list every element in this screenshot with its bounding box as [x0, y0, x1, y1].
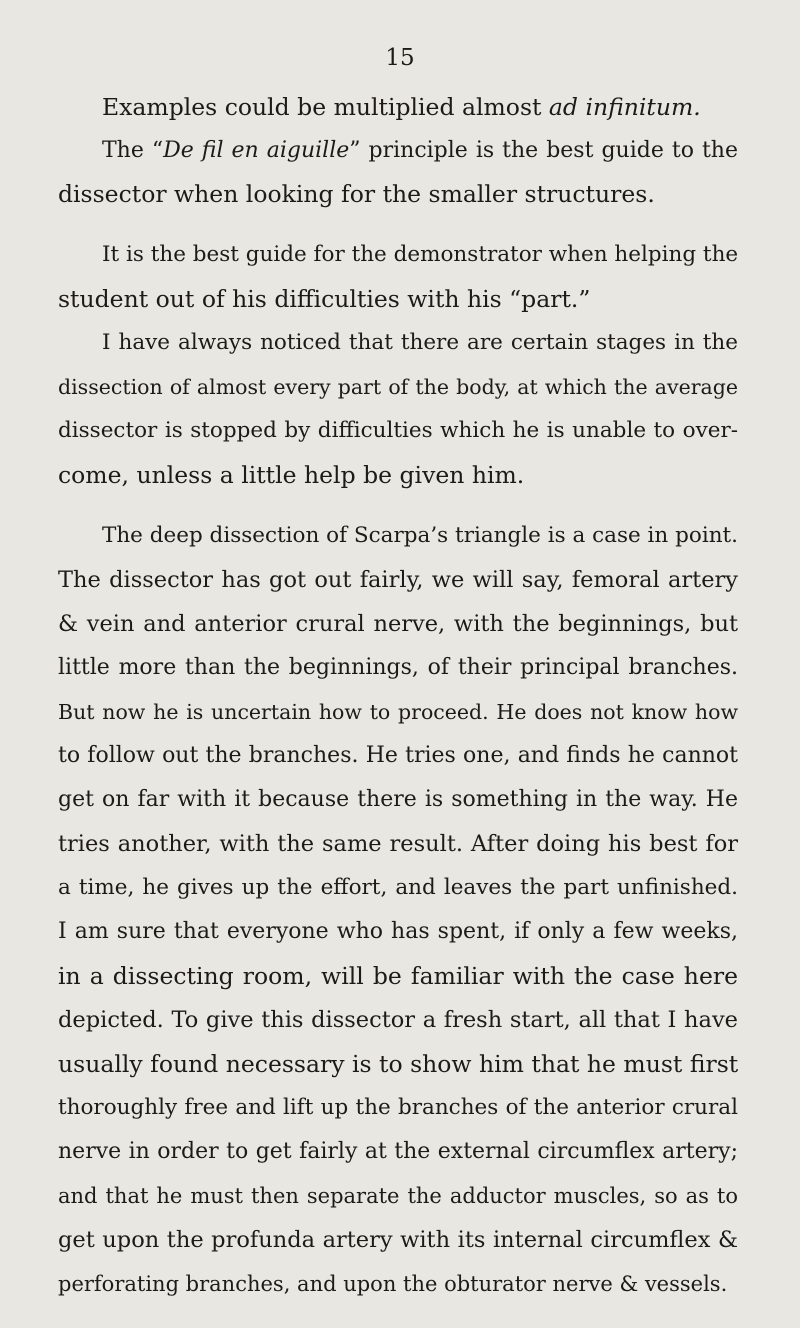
- text-line: The dissector has got out fairly, we will say, femoral artery: [58, 567, 738, 593]
- text-line: perforating branches, and upon the obturator nerve & vessels.: [58, 1272, 728, 1296]
- page-number: 15: [385, 45, 415, 71]
- text-line: The “De fil en aiguille” principle is the best guide to the: [102, 138, 738, 163]
- text-line: student out of his difficulties with his “part.”: [58, 285, 591, 313]
- text-line: thoroughly free and lift up the branches of the anterior crural: [58, 1095, 738, 1120]
- text-line: tries another, with the same result. After doing his best for: [58, 831, 738, 857]
- text-line: dissection of almost every part of the body, at which the average: [58, 375, 738, 399]
- text-line: little more than the beginnings, of their principal branches.: [58, 655, 738, 680]
- text-line: and that he must then separate the adductor muscles, so as to: [58, 1184, 738, 1208]
- text-line: But now he is uncertain how to proceed. He does not know how: [58, 700, 738, 724]
- text-line: a time, he gives up the effort, and leaves the part unfinished.: [58, 875, 738, 900]
- text-line: dissector when looking for the smaller structures.: [58, 180, 655, 208]
- text-line: depicted. To give this dissector a fresh start, all that I have: [58, 1007, 738, 1033]
- text-line: to follow out the branches. He tries one, and finds he cannot: [58, 743, 738, 768]
- text-line: I am sure that everyone who has spent, if only a few weeks,: [58, 919, 738, 944]
- text-line: usually found necessary is to show him that he must first: [58, 1050, 739, 1078]
- text-line: Examples could be multiplied almost ad infinitum.: [102, 93, 701, 121]
- text-line: get on far with it because there is something in the way. He: [58, 787, 738, 812]
- text-line: It is the best guide for the demonstrator when helping the: [102, 242, 739, 267]
- text-line: get upon the profunda artery with its internal circumflex &: [58, 1227, 738, 1253]
- text-line: & vein and anterior crural nerve, with the beginnings, but: [58, 611, 738, 637]
- text-line: The deep dissection of Scarpa’s triangle is a case in point.: [102, 523, 739, 548]
- text-line: in a dissecting room, will be familiar with the case here: [58, 962, 738, 990]
- text-line: dissector is stopped by difficulties which he is unable to over-: [58, 418, 738, 443]
- text-line: nerve in order to get fairly at the external circumflex artery;: [58, 1139, 738, 1164]
- text-line: come, unless a little help be given him.: [58, 461, 525, 489]
- text-line: I have always noticed that there are certain stages in the: [102, 330, 738, 355]
